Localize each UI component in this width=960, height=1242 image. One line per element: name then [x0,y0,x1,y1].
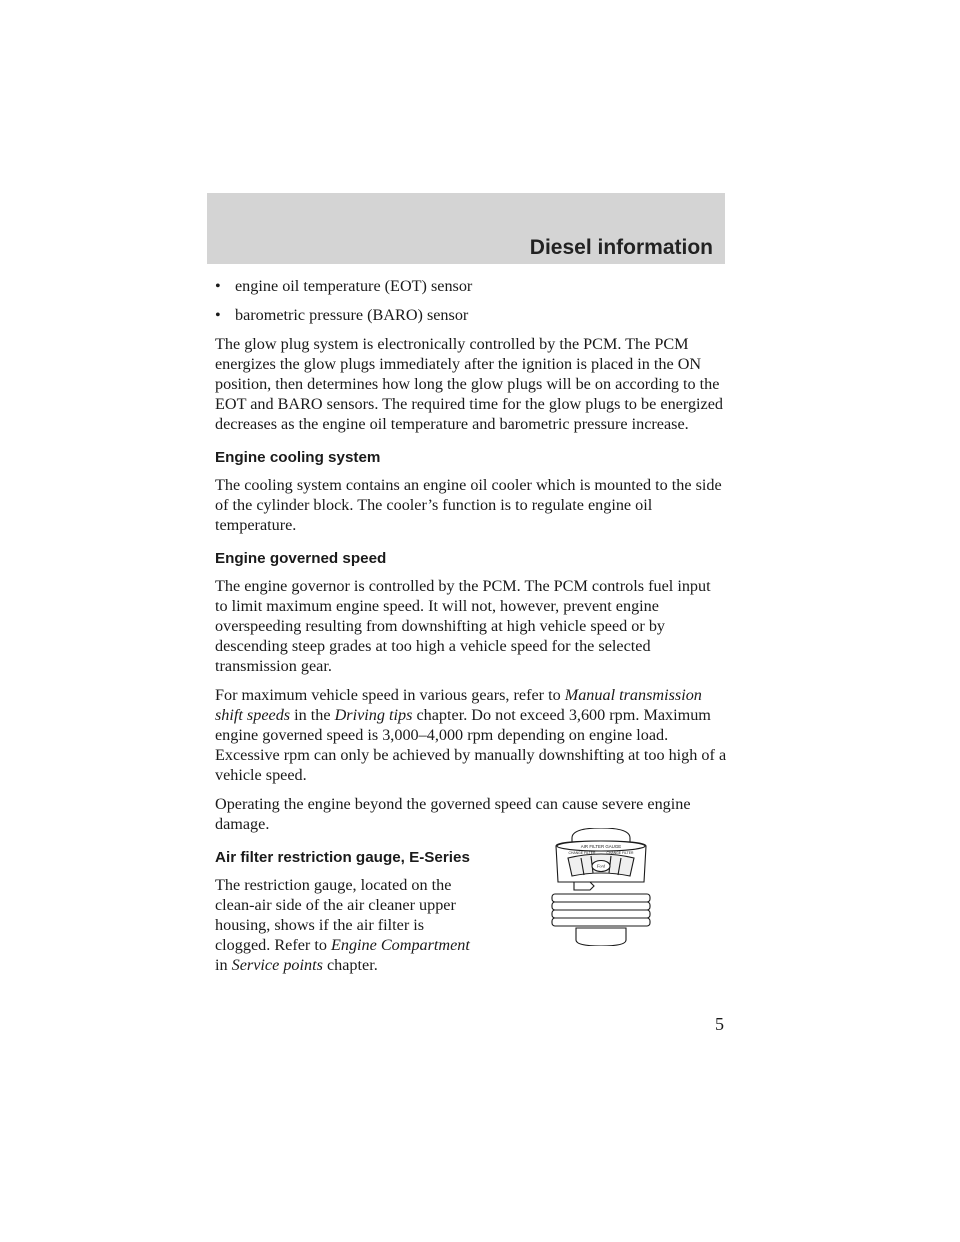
page-number: 5 [715,1014,724,1034]
gauge-label: AIR FILTER GAUGE [580,844,622,849]
section-title: Diesel information [529,236,713,259]
gauge-right-label: CHANGE FILTER [606,851,634,855]
cooling-paragraph: The cooling system contains an engine oil cooler which is mounted to the side of the cylinder block. The cooler’s function is to regulate engine oil temperature. [215,476,722,534]
gauge-left-label: CHANGE FILTER [568,851,596,855]
glow-plug-paragraph: The glow plug system is electronically controlled by the PCM. The PCM energizes the glow plugs immediately after the ignition is placed in the ON position, then determines how long the glow plugs will be on according to the EOT and BARO sensors. The required time for the glow plugs to be energized decreases as the engine oil temperature and barometric pressure increase. [215,335,724,433]
engine-damage-paragraph: Operating the engine beyond the governed speed can cause severe engine damage. [215,795,691,833]
bullet-text: engine oil temperature (EOT) sensor [235,277,473,295]
bullet-baro-sensor [215,305,727,325]
air-filter-paragraph: The restriction gauge, located on the clean-air side of the air cleaner upper housing, shows if the air filter is clogged. Refer to Engine Compartment in Service points chapter. [215,876,470,974]
max-speed-paragraph: For maximum vehicle speed in various gears, refer to Manual transmission shift speeds in the Driving tips chapter. Do not exceed 3,600 rpm. Maximum engine governed speed is 3,000–4,000 rpm depending on engine load. Excessive rpm can only be achieved by manually downshifting at too high of a vehicle speed. [215,686,727,784]
cooling-heading: Engine cooling system [215,449,381,466]
bullet-dot: • [215,277,221,295]
governed-speed-heading: Engine governed speed [215,550,387,567]
air-filter-heading: Air filter restriction gauge, E-Series [215,849,470,866]
service-points-reference: Service points [231,956,323,974]
bullet-dot: • [215,306,221,324]
engine-compartment-reference: Engine Compartment [330,936,470,954]
header-band [207,193,725,264]
bullet-eot-sensor [215,276,727,296]
manual-transmission-reference: Manual transmission shift speeds [215,686,702,724]
governor-paragraph: The engine governor is controlled by the PCM. The PCM controls fuel input to limit maximum engine speed. It will not, however, prevent engine overspeeding resulting from downshifting at high vehicle speed or by descending steep grades at too high a vehicle speed for the selected transmission gear. [215,577,711,675]
bullet-text: barometric pressure (BARO) sensor [235,306,469,324]
ford-logo: Ford [596,863,606,869]
driving-tips-reference: Driving tips [334,706,413,724]
air-filter-gauge-illustration [546,828,656,946]
